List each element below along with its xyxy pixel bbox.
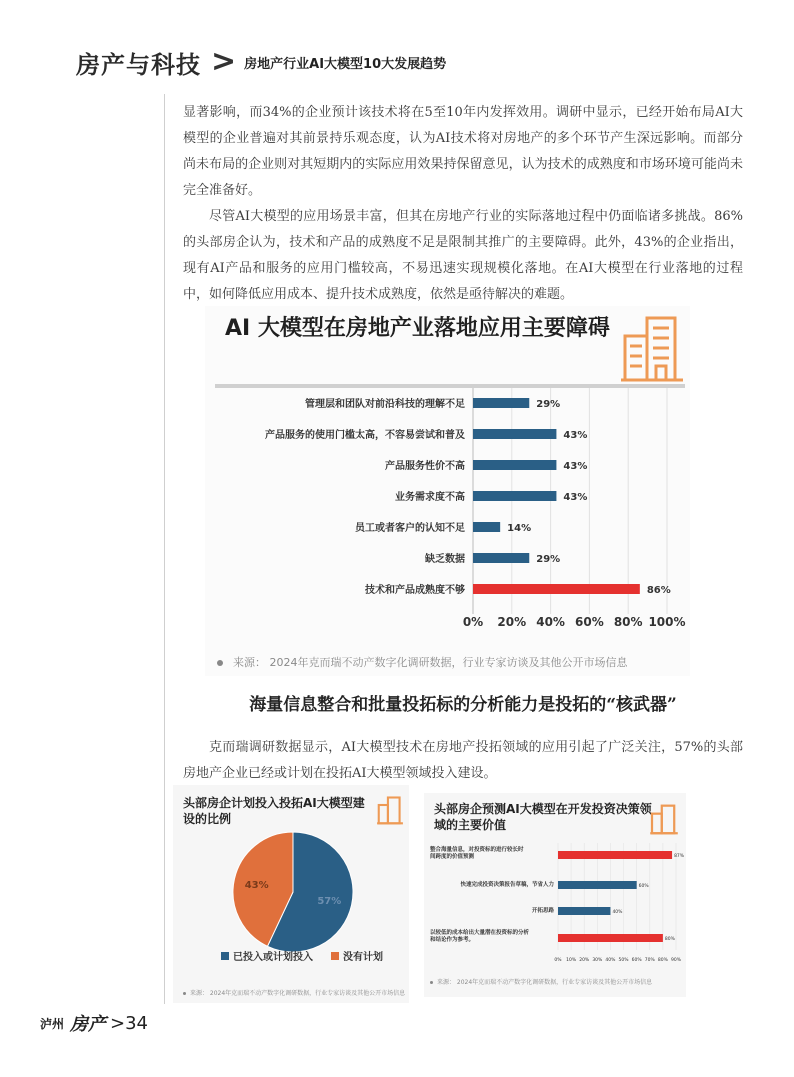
legend-swatch (221, 952, 229, 960)
slice-value-label: 57% (317, 896, 342, 908)
value-label: 43% (563, 430, 588, 441)
x-tick-label: 20% (579, 958, 590, 963)
body-paragraph-2: 尽管AI大模型的应用场景丰富，但其在房地产行业的实际落地过程中仍面临诸多挑战。86%的头部房企认为，技术和产品的成熟度不足是限制其推广的主要障碍。此外，43%的企业指出，现有AI产品和服务的应用门槛较高，不易迅速实现规模化落地。在AI大模型在行业落地的过程中，如何降低应用成本、提升技术成熟度，依然是亟待解决的难题。 (183, 209, 743, 302)
chart-title: AI 大模型在房地产业落地应用主要障碍 (225, 316, 610, 341)
x-tick-label: 80% (613, 615, 643, 629)
value-label: 60% (638, 884, 649, 889)
category-label: 整合海量信息，对投资标的进行较长时间跨度的价值预测 (430, 847, 524, 860)
x-tick-label: 20% (497, 615, 527, 629)
bar (473, 491, 556, 501)
value-plot (424, 793, 686, 997)
value-label: 29% (536, 399, 561, 410)
value-label: 86% (646, 585, 671, 596)
bar (473, 584, 640, 594)
x-tick-label: 30% (592, 958, 603, 963)
chevron-right-icon: > (211, 44, 237, 79)
value-label: 80% (664, 937, 675, 942)
chart-title: 头部房企预测AI大模型在开发投资决策领域的主要价值 (434, 802, 652, 832)
category-label: 开拓思路 (531, 908, 554, 914)
chart-title: 头部房企计划投入投拓AI大模型建设的比例 (183, 796, 365, 826)
bar (558, 881, 637, 889)
body-paragraph-1: 显著影响，而34%的企业预计该技术将在5至10年内发挥效用。调研中显示，已经开始布局AI大模型的企业普遍对其前景持乐观态度，认为AI技术将对房地产的多个环节产生深远影响。而部分尚未布局的企业则对其短期内的实际应用效果持保留意见，认为技术的成熟度和市场环境可能尚未完全准备好。 (183, 105, 743, 198)
bar (473, 522, 500, 532)
source-text: 来源： 2024年克而瑞不动产数字化调研数据，行业专家访谈及其他公开市场信息 (233, 656, 628, 669)
pie-plot (173, 785, 409, 1003)
x-tick-label: 100% (648, 615, 686, 629)
category-label: 以较低的成本给出大量潜在投资标的分析和结论作为参考。 (430, 930, 530, 943)
section-title: 房产与科技 (76, 49, 201, 79)
x-tick-label: 60% (575, 615, 604, 629)
page-footer (40, 1010, 148, 1036)
source-text: 来源： 2024年克而瑞不动产数字化调研数据，行业专家访谈及其他公开市场信息 (190, 990, 406, 997)
value-label: 14% (507, 523, 532, 534)
obstacles-plot (205, 306, 690, 676)
chart-source-pie (183, 988, 405, 997)
x-tick-label: 0% (462, 615, 484, 629)
obstacles-chart (205, 306, 690, 676)
value-label: 43% (563, 492, 588, 503)
category-label: 管理层和团队对前沿科技的理解不足 (305, 399, 465, 410)
bullet-icon (430, 981, 433, 984)
category-label: 产品服务的使用门槛太高，不容易尝试和普及 (265, 430, 465, 441)
legend-label: 已投入或计划投入 (233, 952, 313, 963)
margin-rule (164, 94, 165, 1004)
value-label: 43% (563, 461, 588, 472)
bullet-icon (183, 992, 186, 995)
value-label: 87% (674, 854, 685, 859)
category-label: 业务需求度不高 (395, 492, 465, 503)
x-tick-label: 0% (554, 958, 562, 963)
category-label: 快速完成投资决策报告草稿，节省人力 (460, 882, 554, 888)
body-paragraph-3: 克而瑞调研数据显示，AI大模型技术在房地产投拓领域的应用引起了广泛关注，57%的头部房地产企业已经或计划在投拓AI大模型领域投入建设。 (183, 740, 743, 781)
bar (558, 851, 672, 859)
chart-source-main (217, 654, 628, 670)
page-number: >34 (110, 1012, 149, 1034)
bar (473, 429, 556, 439)
bar (473, 553, 529, 563)
section-heading: 海量信息整合和批量投拓标的分析能力是投拓的“核武器” (249, 695, 677, 715)
category-label: 员工或者客户的认知不足 (355, 523, 465, 534)
bar (473, 398, 529, 408)
x-tick-label: 10% (566, 958, 577, 963)
x-tick-label: 90% (670, 958, 682, 963)
x-tick-label: 50% (618, 958, 629, 963)
legend-label: 没有计划 (343, 952, 383, 963)
x-tick-label: 80% (657, 958, 668, 963)
x-tick-label: 40% (536, 615, 565, 629)
x-tick-label: 60% (631, 958, 642, 963)
article-topic: 房地产行业AI大模型10大发展趋势 (244, 56, 447, 72)
value-label: 29% (536, 554, 561, 565)
slice-value-label: 43% (244, 879, 269, 891)
source-text: 来源： 2024年克而瑞不动产数字化调研数据，行业专家访谈及其他公开市场信息 (437, 979, 653, 986)
magazine-brand: 泸州 (40, 1016, 65, 1031)
value-label: 40% (612, 910, 623, 915)
category-label: 缺乏数据 (425, 554, 465, 565)
x-tick-label: 70% (644, 958, 655, 963)
investment-value-chart (424, 793, 686, 997)
bar (473, 460, 556, 470)
bullet-icon (217, 660, 223, 666)
magazine-brand-script: 房产 (70, 1014, 107, 1035)
category-label: 产品服务性价不高 (385, 461, 465, 472)
bar (558, 934, 663, 942)
chart-source-bar2 (430, 977, 652, 986)
legend-swatch (331, 952, 339, 960)
investment-plan-chart (173, 785, 409, 1003)
x-tick-label: 40% (605, 958, 616, 963)
bar (558, 907, 610, 915)
category-label: 技术和产品成熟度不够 (365, 585, 465, 596)
page-header (76, 42, 446, 82)
